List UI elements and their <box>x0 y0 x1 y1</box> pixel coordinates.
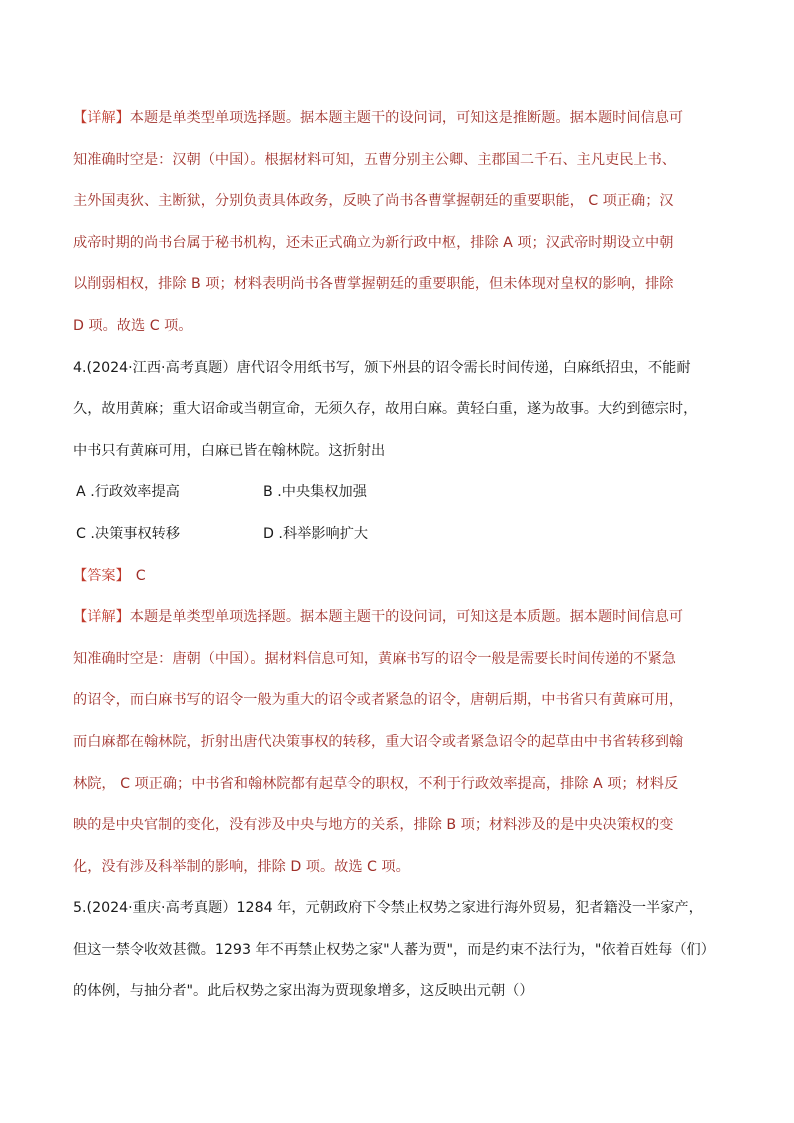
q5-stem-line-1: 5.(2024·重庆·高考真题）1284 年，元朝政府下令禁止权势之家进行海外贸易，犯者籍没一半家产， <box>73 900 703 916</box>
q3-explain-label: 【详解】 <box>73 110 130 126</box>
q3-explain-line-6: D 项。故选 C 项。 <box>73 318 193 334</box>
q4-explain-label: 【详解】 <box>73 609 130 625</box>
q4-stem-line-1: 4.(2024·江西·高考真题）唐代诏令用纸书写，颁下州县的诏令需长时间传递，白麻纸招虫，不能耐 <box>73 360 691 376</box>
q4-explain-line-3: 的诏令，而白麻书写的诏令一般为重大的诏令或者紧急的诏令，唐朝后期，中书省只有黄麻可用， <box>73 692 684 708</box>
q4-option-a: A .行政效率提高 <box>76 484 180 500</box>
q4-explain-line-6: 映的是中央官制的变化，没有涉及中央与地方的关系，排除 B 项；材料涉及的是中央决策权的变 <box>73 817 674 833</box>
q3-explain-line-1 <box>73 108 723 128</box>
q5-stem-line-2: 但这一禁令收效甚微。1293 年不再禁止权势之家"人蕃为贾"，而是约束不法行为，"依着百姓每（们） <box>73 942 715 958</box>
q4-explain-line-1 <box>73 607 723 627</box>
q4-explain-line-2: 知准确时空是：唐朝（中国）。据材料信息可知，黄麻书写的诏令一般是需要长时间传递的不紧急 <box>73 651 676 667</box>
q4-answer-label: 【答案】 <box>73 568 130 584</box>
q4-stem-line-2: 久，故用黄麻；重大诏命或当朝宣命，无须久存，故用白麻。黄轻白重，遂为故事。大约到德宗时， <box>73 401 698 417</box>
q3-explain-line-4: 成帝时期的尚书台属于秘书机构，还未正式确立为新行政中枢，排除 A 项；汉武帝时期设立中朝 <box>73 235 674 251</box>
q3-explain-text-1: 本题是单类型单项选择题。据本题主题干的设问词，可知这是推断题。据本题时间信息可 <box>129 110 684 126</box>
q4-explain-line-5: 林院， C 项正确；中书省和翰林院都有起草令的职权，不利于行政效率提高，排除 A 项；材料反 <box>73 776 679 792</box>
q5-stem-line-3: 的体例，与抽分者"。此后权势之家出海为贾现象增多，这反映出元朝（） <box>73 983 534 999</box>
q4-explain-line-7: 化，没有涉及科举制的影响，排除 D 项。故选 C 项。 <box>73 859 410 875</box>
q3-explain-line-5: 以削弱相权，排除 B 项；材料表明尚书各曹掌握朝廷的重要职能，但未体现对皇权的影响，排除 <box>73 276 674 292</box>
q4-option-d: D .科举影响扩大 <box>263 526 369 542</box>
q4-option-b: B .中央集权加强 <box>263 484 367 500</box>
q4-explain-line-4: 而白麻都在翰林院，折射出唐代决策事权的转移，重大诏令或者紧急诏令的起草由中书省转移到翰 <box>73 734 684 750</box>
q4-answer-value: C <box>135 568 146 584</box>
q3-explain-line-2: 知准确时空是：汉朝（中国）。根据材料可知，五曹分别主公卿、主郡国二千石、主凡吏民上书、 <box>73 152 676 168</box>
q4-stem-line-3: 中书只有黄麻可用，白麻已皆在翰林院。这折射出 <box>73 443 386 459</box>
q4-option-c: C .决策事权转移 <box>76 526 181 542</box>
q4-answer <box>73 566 723 586</box>
q4-explain-text-1: 本题是单类型单项选择题。据本题主题干的设问词，可知这是本质题。据本题时间信息可 <box>129 609 684 625</box>
q3-explain-line-3: 主外国夷狄、主断狱，分别负责具体政务，反映了尚书各曹掌握朝廷的重要职能， C 项正确；汉 <box>73 193 674 209</box>
